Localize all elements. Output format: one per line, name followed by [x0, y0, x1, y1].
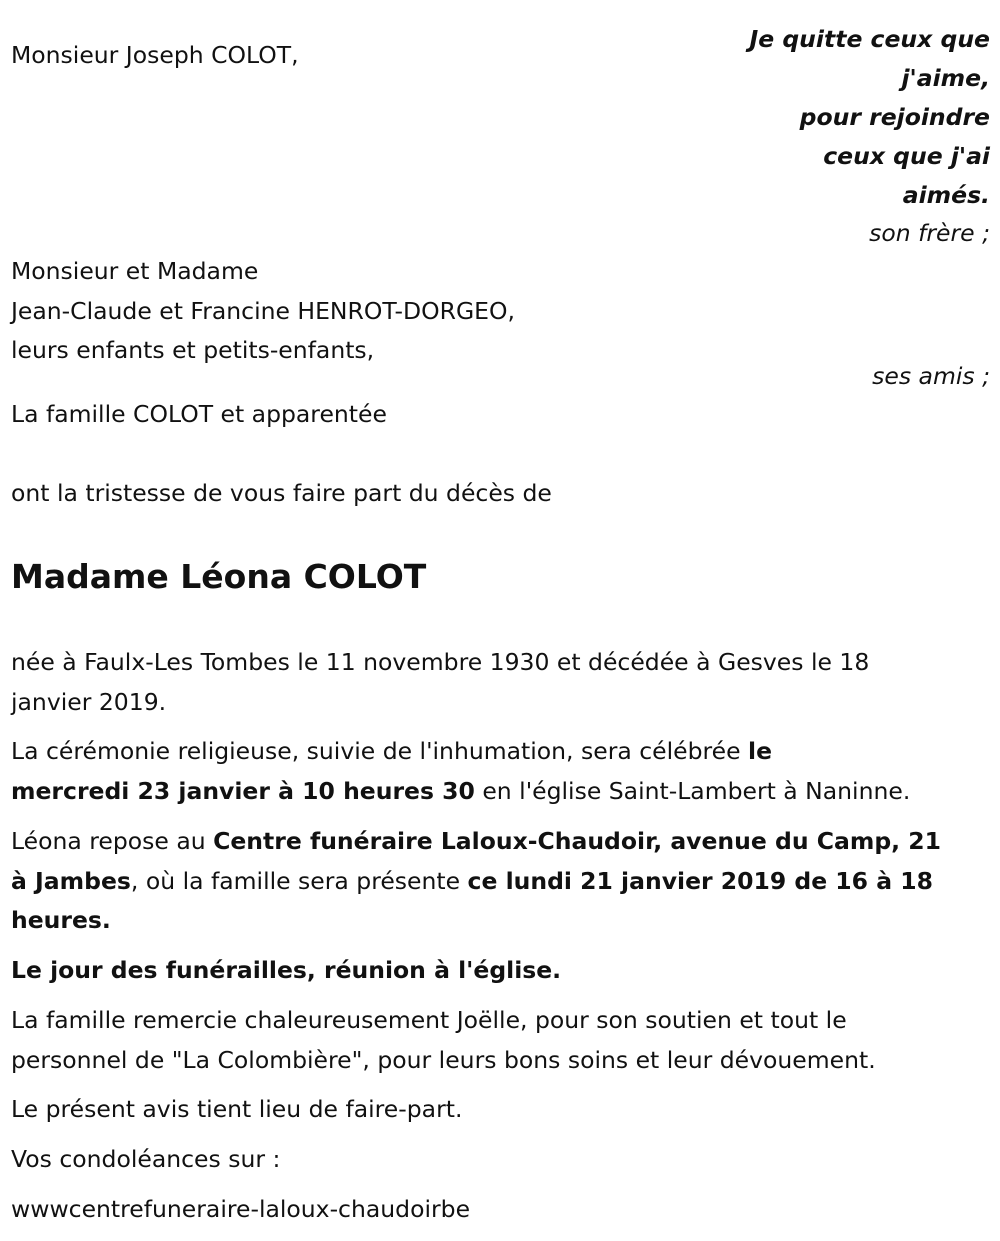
visitation-time: heures.	[11, 906, 111, 934]
ceremony-date: le	[748, 737, 773, 765]
ceremony-place: en l'église Saint-Lambert à Naninne.	[474, 776, 911, 805]
birth-death-line: née à Faulx-Les Tombes le 11 novembre 1930 et décédée à Gesves le 18	[11, 648, 870, 676]
ceremony-date: mercredi 23 janvier à 10 heures 30	[11, 776, 475, 805]
visitation	[11, 822, 941, 941]
condolences-label: Vos condoléances sur :	[11, 1145, 281, 1173]
deceased-name: Madame Léona COLOT	[11, 557, 427, 596]
family-3: La famille COLOT et apparentée	[11, 400, 387, 428]
family-line: Monsieur et Madame	[11, 257, 259, 285]
poem	[750, 20, 991, 215]
poem-line: aimés.	[902, 181, 990, 209]
ceremony-text: La cérémonie religieuse, suivie de l'inhumation, sera célébrée	[11, 737, 749, 765]
visitation-place: à Jambes	[11, 866, 131, 895]
poem-line: Je quitte ceux que	[749, 25, 990, 53]
relation-brother: son frère ;	[869, 219, 990, 247]
visitation-time: ce lundi 21 janvier 2019 de 16 à 18	[467, 866, 933, 895]
meeting: Le jour des funérailles, réunion à l'église.	[11, 956, 562, 984]
visitation-place: Centre funéraire Laloux-Chaudoir, avenue du Camp, 21	[213, 827, 941, 855]
visitation-text: Léona repose au	[11, 827, 214, 855]
family-line: Jean-Claude et Francine HENROT-DORGEO,	[11, 296, 515, 325]
family-2	[11, 252, 515, 371]
birth-death	[11, 643, 869, 722]
ceremony	[11, 732, 910, 811]
poem-line: ceux que j'ai	[823, 142, 990, 170]
notice: Le présent avis tient lieu de faire-part.	[11, 1095, 463, 1123]
intro: ont la tristesse de vous faire part du décès de	[11, 479, 552, 507]
thanks	[11, 1001, 876, 1080]
birth-death-line: janvier 2019.	[11, 687, 167, 716]
family-1: Monsieur Joseph COLOT,	[11, 41, 299, 69]
thanks-line: La famille remercie chaleureusement Joëlle, pour son soutien et tout le	[11, 1006, 847, 1034]
poem-line: j'aime,	[901, 64, 990, 92]
poem-line: pour rejoindre	[799, 103, 990, 131]
relation-friends: ses amis ;	[872, 362, 990, 390]
condolences-url[interactable]: wwwcentrefuneraire-laloux-chaudoirbe	[11, 1195, 471, 1223]
thanks-line: personnel de "La Colombière", pour leurs bons soins et leur dévouement.	[11, 1045, 876, 1074]
visitation-text: , où la famille sera présente	[130, 866, 468, 895]
family-line: leurs enfants et petits-enfants,	[11, 336, 375, 364]
